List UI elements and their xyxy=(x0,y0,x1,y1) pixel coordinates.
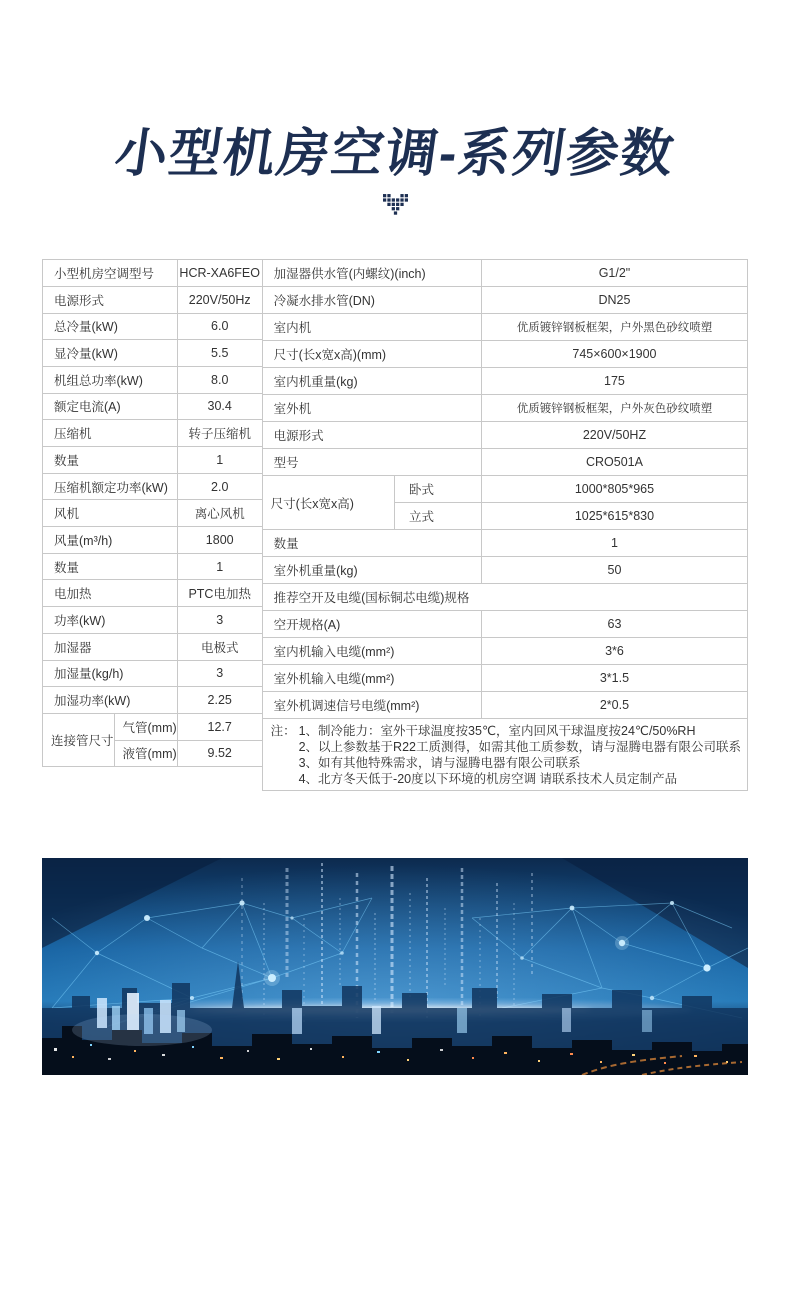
spec-value: CRO501A xyxy=(481,449,747,476)
spec-sublabel: 卧式 xyxy=(394,476,481,503)
spec-label: 机组总功率(kW) xyxy=(43,366,178,393)
spec-value: 50 xyxy=(481,557,747,584)
spec-label: 室外机调速信号电缆(mm²) xyxy=(262,692,481,719)
table-row xyxy=(262,557,747,584)
spec-label: 室外机输入电缆(mm²) xyxy=(262,665,481,692)
spec-value: 5.5 xyxy=(177,340,262,367)
spec-value: 6.0 xyxy=(177,313,262,340)
note-line: 3、如有其他特殊需求，请与湿腾电器有限公司联系 xyxy=(298,756,581,771)
spec-label: 型号 xyxy=(262,449,481,476)
spec-label: 室内机 xyxy=(262,314,481,341)
spec-value: 电极式 xyxy=(177,633,262,660)
spec-value: 离心风机 xyxy=(177,500,262,527)
table-row xyxy=(262,395,747,422)
table-row xyxy=(43,260,263,287)
spec-value: 1 xyxy=(177,447,262,474)
spec-value: PTC电加热 xyxy=(177,580,262,607)
spec-label: 压缩机 xyxy=(43,420,178,447)
spec-value: 175 xyxy=(481,368,747,395)
table-row xyxy=(43,633,263,660)
spec-value: 1 xyxy=(177,553,262,580)
spec-value: 优质镀锌钢板框架，户外黑色砂纹喷塑 xyxy=(481,314,747,341)
table-row xyxy=(262,287,747,314)
spec-value: 30.4 xyxy=(177,393,262,420)
spec-value: 9.52 xyxy=(177,740,262,767)
spec-label: 功率(kW) xyxy=(43,607,178,634)
note-line: 1、制冷能力：室外干球温度按35℃，室内回风干球温度按24℃/50%RH xyxy=(298,724,696,739)
spec-label: 加湿量(kg/h) xyxy=(43,660,178,687)
spec-label: 小型机房空调型号 xyxy=(43,260,178,287)
spec-label: 尺寸(长x宽x高)(mm) xyxy=(262,341,481,368)
table-row xyxy=(43,393,263,420)
section-header: 推荐空开及电缆(国标铜芯电缆)规格 xyxy=(262,584,747,611)
spec-label: 电源形式 xyxy=(262,422,481,449)
spec-value: 220V/50HZ xyxy=(481,422,747,449)
spec-label: 数量 xyxy=(262,530,481,557)
page-title: 小型机房空调-系列参数 xyxy=(111,125,679,183)
table-row xyxy=(262,260,747,287)
spec-value: 优质镀锌钢板框架，户外灰色砂纹喷塑 xyxy=(481,395,747,422)
spec-label: 空开规格(A) xyxy=(262,611,481,638)
table-row xyxy=(262,692,747,719)
table-row xyxy=(262,611,747,638)
table-row xyxy=(43,286,263,313)
spec-label: 总冷量(kW) xyxy=(43,313,178,340)
spec-sublabel: 气管(mm) xyxy=(114,713,177,740)
table-notes xyxy=(262,719,747,791)
spec-label: 加湿器供水管(内螺纹)(inch) xyxy=(262,260,481,287)
table-row xyxy=(262,638,747,665)
table-row xyxy=(43,553,263,580)
table-row xyxy=(262,368,747,395)
spec-value: 1025*615*830 xyxy=(481,503,747,530)
table-row xyxy=(262,530,747,557)
spec-value: HCR-XA6FEO xyxy=(177,260,262,287)
spec-label: 室外机重量(kg) xyxy=(262,557,481,584)
size-group-label: 尺寸(长x宽x高) xyxy=(262,476,394,530)
spec-tables xyxy=(42,259,748,791)
spec-label: 数量 xyxy=(43,447,178,474)
spec-value: 2*0.5 xyxy=(481,692,747,719)
spec-value: 转子压缩机 xyxy=(177,420,262,447)
table-row xyxy=(262,314,747,341)
spec-sublabel: 液管(mm) xyxy=(114,740,177,767)
table-row xyxy=(43,340,263,367)
spec-label: 室内机输入电缆(mm²) xyxy=(262,638,481,665)
spec-label: 额定电流(A) xyxy=(43,393,178,420)
spec-value: G1/2" xyxy=(481,260,747,287)
spec-label: 电源形式 xyxy=(43,286,178,313)
spec-value: DN25 xyxy=(481,287,747,314)
spec-value: 220V/50Hz xyxy=(177,286,262,313)
table-row xyxy=(43,713,263,740)
spec-table-right xyxy=(262,259,748,791)
table-row xyxy=(43,500,263,527)
notes-prefix: 注： xyxy=(270,724,296,739)
spec-value: 12.7 xyxy=(177,713,262,740)
spec-label: 加湿功率(kW) xyxy=(43,687,178,714)
spec-label: 风量(m³/h) xyxy=(43,527,178,554)
note-line: 2、以上参数基于R22工质测得，如需其他工质参数，请与湿腾电器有限公司联系 xyxy=(298,740,741,755)
table-row xyxy=(43,473,263,500)
table-row xyxy=(43,420,263,447)
spec-label: 风机 xyxy=(43,500,178,527)
note-line: 4、北方冬天低于-20度以下环境的机房空调 请联系技术人员定制产品 xyxy=(298,772,678,787)
spec-label: 显冷量(kW) xyxy=(43,340,178,367)
spec-value: 745×600×1900 xyxy=(481,341,747,368)
table-row xyxy=(43,580,263,607)
table-row xyxy=(43,607,263,634)
spec-label: 数量 xyxy=(43,553,178,580)
spec-value: 2.0 xyxy=(177,473,262,500)
spec-label: 电加热 xyxy=(43,580,178,607)
table-row xyxy=(43,687,263,714)
spec-value: 1 xyxy=(481,530,747,557)
table-row xyxy=(262,422,747,449)
spec-table-left xyxy=(42,259,263,767)
spec-label: 室内机重量(kg) xyxy=(262,368,481,395)
spec-label: 室外机 xyxy=(262,395,481,422)
spec-value: 3*6 xyxy=(481,638,747,665)
section-header-row xyxy=(262,584,747,611)
spec-value: 63 xyxy=(481,611,747,638)
city-banner-image xyxy=(42,858,748,1075)
dotted-v-icon xyxy=(0,193,790,219)
spec-value: 8.0 xyxy=(177,366,262,393)
spec-value: 1800 xyxy=(177,527,262,554)
spec-value: 3 xyxy=(177,607,262,634)
table-row xyxy=(43,447,263,474)
pipe-group-label: 连接管尺寸 xyxy=(43,713,115,766)
spec-sheet-page xyxy=(0,126,790,1305)
table-row xyxy=(262,476,747,503)
spec-value: 1000*805*965 xyxy=(481,476,747,503)
table-row xyxy=(43,366,263,393)
spec-value: 2.25 xyxy=(177,687,262,714)
table-row xyxy=(43,527,263,554)
table-row xyxy=(262,665,747,692)
table-row xyxy=(262,341,747,368)
table-row xyxy=(43,660,263,687)
spec-value: 3*1.5 xyxy=(481,665,747,692)
notes-row xyxy=(262,719,747,791)
table-row xyxy=(43,313,263,340)
spec-value: 3 xyxy=(177,660,262,687)
spec-sublabel: 立式 xyxy=(394,503,481,530)
spec-label: 加湿器 xyxy=(43,633,178,660)
table-row xyxy=(262,449,747,476)
spec-label: 冷凝水排水管(DN) xyxy=(262,287,481,314)
spec-label: 压缩机额定功率(kW) xyxy=(43,473,178,500)
